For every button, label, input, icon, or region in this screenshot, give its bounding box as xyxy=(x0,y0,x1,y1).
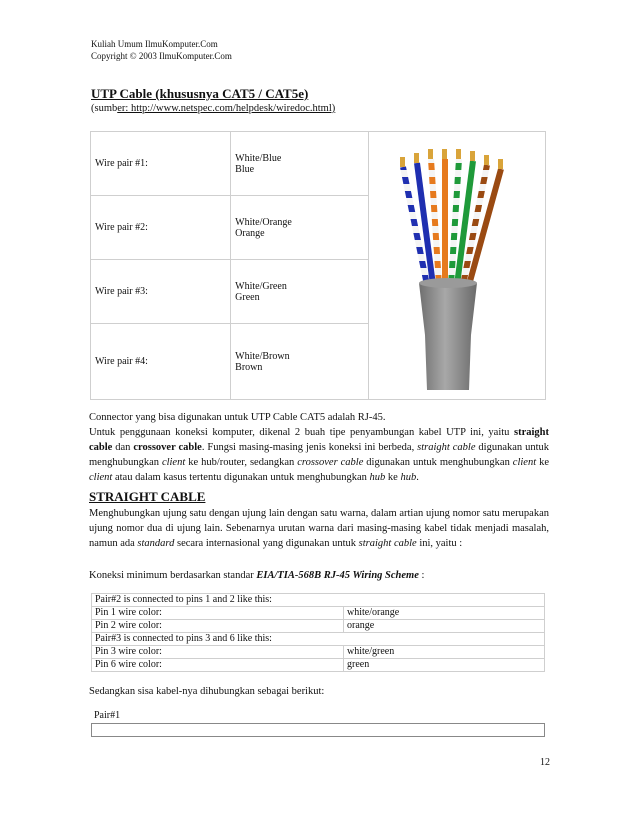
connector-line: Connector yang bisa digunakan untuk UTP Cable CAT5 adalah RJ-45. xyxy=(89,412,386,423)
cable-sheath xyxy=(419,283,477,390)
pin-label: Pin 1 wire color: xyxy=(92,607,344,620)
wire-color-solid: Orange xyxy=(235,227,265,239)
source-prefix: (sumb xyxy=(91,103,118,114)
cable-types-paragraph: Untuk penggunaan koneksi komputer, dikenal 2 buah tipe penyambungan kabel UTP ini, yaitu straight cable dan crossover cable. Fungsi masing-masing jenis koneksi ini berbeda, straight cable digunakan untuk menghubungkan client ke hub/router, sedangkan crossover cable digunakan untuk menghubungkan client ke client atau dalam kasus tertentu digunakan untuk menghubungkan hub ke hub. xyxy=(89,427,550,483)
section-title-utp-cable: UTP Cable (khususnya CAT5 / CAT5e) xyxy=(91,86,309,101)
pin-label: Pin 2 wire color: xyxy=(92,620,344,633)
wire-color-striped: White/Green xyxy=(235,280,287,292)
table-row xyxy=(92,633,545,646)
wire-pair-label: Wire pair #1: xyxy=(91,132,231,196)
sheath-opening xyxy=(419,278,477,288)
source-reference xyxy=(91,103,335,114)
wire-color-solid: Green xyxy=(235,291,260,303)
standard-line: Koneksi minimum berdasarkan standar EIA/TIA-568B RJ-45 Wiring Scheme : xyxy=(89,570,425,581)
page-number: 12 xyxy=(540,757,550,768)
pin-color: green xyxy=(344,659,545,672)
table-row xyxy=(92,620,545,633)
remaining-intro: Sedangkan sisa kabel-nya dihubungkan sebagai berikut: xyxy=(89,686,325,697)
wire-color-solid: Brown xyxy=(235,361,263,373)
pin-label: Pin 6 wire color: xyxy=(92,659,344,672)
wire-pair-colors xyxy=(231,260,369,324)
wire-pair-colors xyxy=(231,324,369,400)
pair1-title: Pair#1 xyxy=(94,710,121,721)
wire-color-striped: White/Brown xyxy=(235,350,290,362)
table-row xyxy=(92,659,545,672)
wire-color-striped: White/Orange xyxy=(235,216,292,228)
wire-pair-colors xyxy=(231,196,369,260)
table-row xyxy=(92,607,545,620)
table-row xyxy=(92,646,545,659)
pair1-empty-table xyxy=(91,723,545,737)
pin-color: orange xyxy=(344,620,545,633)
wire-pair-label: Wire pair #4: xyxy=(91,324,231,400)
table-row xyxy=(92,594,545,607)
wire-color-striped: White/Blue xyxy=(235,152,282,164)
cable-image-cell xyxy=(369,132,546,400)
section-title-straight-cable: STRAIGHT CABLE xyxy=(89,489,206,504)
pin-label: Pin 3 wire color: xyxy=(92,646,344,659)
wire-pair-label: Wire pair #3: xyxy=(91,260,231,324)
pair1-box xyxy=(91,708,545,737)
pair-heading: Pair#3 is connected to pins 3 and 6 like this: xyxy=(92,633,545,646)
pin-color: white/orange xyxy=(344,607,545,620)
pair-heading: Pair#2 is connected to pins 1 and 2 like this: xyxy=(92,594,545,607)
table-row xyxy=(91,132,546,196)
wire-color-solid: Blue xyxy=(235,163,255,175)
wire-pair-colors xyxy=(231,132,369,196)
connector-paragraph xyxy=(89,410,549,485)
straight-cable-paragraph: Menghubungkan ujung satu dengan ujung lain dengan satu warna, dalam artian ujung nomor satu merupakan ujung nomor dua di ujung lain. Sebenarnya urutan warna dari masing-masing kabel tidak menjadi masalah, namun ada standard secara internasional yang digunakan untuk straight cable ini, yaitu : xyxy=(89,508,549,549)
source-link[interactable]: er: http://www.netspec.com/helpdesk/wiredoc.html) xyxy=(117,103,336,114)
pin-color: white/green xyxy=(344,646,545,659)
pin-color-table xyxy=(91,593,545,672)
wire-pair-table xyxy=(90,131,546,400)
wire-pair-label: Wire pair #2: xyxy=(91,196,231,260)
header-site-name: Kuliah Umum IlmuKomputer.Com xyxy=(91,39,218,49)
utp-cable-illustration xyxy=(369,135,545,397)
header-copyright: Copyright © 2003 IlmuKomputer.Com xyxy=(91,51,232,61)
